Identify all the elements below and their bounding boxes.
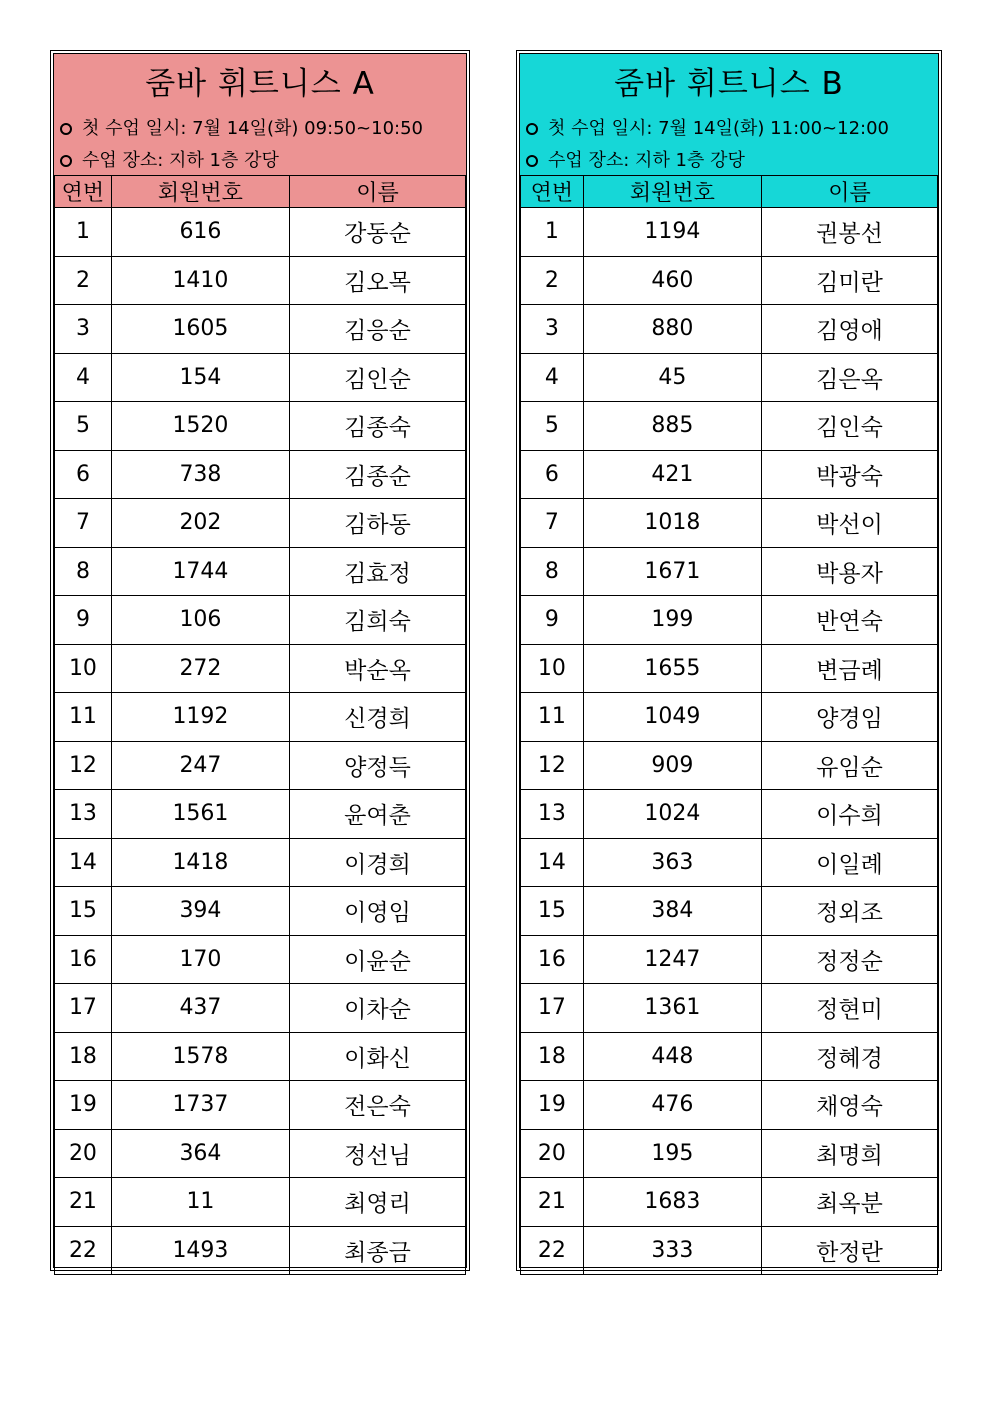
table-row <box>521 402 938 451</box>
seq-number-cell: 19 <box>521 1081 584 1130</box>
member-name-cell: 정외조 <box>761 887 937 936</box>
panel-title-b: 줌바 휘트니스 B <box>614 66 844 102</box>
member-table-b <box>520 175 938 1275</box>
header-name: 이름 <box>761 176 937 208</box>
member-name-cell: 김희숙 <box>290 596 466 645</box>
class-panel-a <box>50 50 470 1271</box>
member-number-cell: 1247 <box>583 935 761 984</box>
member-table-a <box>54 175 466 1275</box>
circle-bullet-icon <box>60 123 72 135</box>
member-number-cell: 1493 <box>111 1226 289 1275</box>
seq-number-cell: 13 <box>521 790 584 839</box>
table-row <box>521 984 938 1033</box>
table-row <box>55 402 466 451</box>
table-row <box>521 353 938 402</box>
seq-number-cell: 1 <box>521 208 584 257</box>
member-name-cell: 박용자 <box>761 547 937 596</box>
circle-bullet-icon <box>526 155 538 167</box>
member-number-cell: 1520 <box>111 402 289 451</box>
member-name-cell: 정정순 <box>761 935 937 984</box>
seq-number-cell: 6 <box>55 450 112 499</box>
member-number-cell: 170 <box>111 935 289 984</box>
seq-number-cell: 11 <box>55 693 112 742</box>
member-number-cell: 1361 <box>583 984 761 1033</box>
seq-number-cell: 8 <box>521 547 584 596</box>
member-number-cell: 885 <box>583 402 761 451</box>
seq-number-cell: 13 <box>55 790 112 839</box>
seq-number-cell: 22 <box>55 1226 112 1275</box>
member-name-cell: 김은옥 <box>761 353 937 402</box>
seq-number-cell: 10 <box>521 644 584 693</box>
seq-number-cell: 1 <box>55 208 112 257</box>
seq-number-cell: 2 <box>55 256 112 305</box>
member-name-cell: 이차순 <box>290 984 466 1033</box>
class-time-info-b: 첫 수업 일시: 7월 14일(화) 11:00~12:00 <box>526 114 889 140</box>
class-location-info-a: 수업 장소: 지하 1층 강당 <box>60 146 279 172</box>
table-row <box>55 741 466 790</box>
table-row <box>55 450 466 499</box>
header-seq-number: 연번 <box>55 176 112 208</box>
member-number-cell: 1737 <box>111 1081 289 1130</box>
member-name-cell: 박순옥 <box>290 644 466 693</box>
seq-number-cell: 17 <box>55 984 112 1033</box>
table-header-row <box>521 176 938 208</box>
member-number-cell: 11 <box>111 1178 289 1227</box>
table-row <box>55 1178 466 1227</box>
table-row <box>55 208 466 257</box>
seq-number-cell: 5 <box>55 402 112 451</box>
member-name-cell: 김인순 <box>290 353 466 402</box>
seq-number-cell: 21 <box>55 1178 112 1227</box>
table-row <box>521 450 938 499</box>
member-number-cell: 1024 <box>583 790 761 839</box>
member-name-cell: 이윤순 <box>290 935 466 984</box>
member-name-cell: 신경희 <box>290 693 466 742</box>
member-number-cell: 437 <box>111 984 289 1033</box>
seq-number-cell: 4 <box>55 353 112 402</box>
table-row <box>55 1081 466 1130</box>
panel-title-a: 줌바 휘트니스 A <box>145 66 375 102</box>
member-name-cell: 김응순 <box>290 305 466 354</box>
seq-number-cell: 16 <box>521 935 584 984</box>
member-number-cell: 1578 <box>111 1032 289 1081</box>
member-name-cell: 이영임 <box>290 887 466 936</box>
seq-number-cell: 17 <box>521 984 584 1033</box>
member-number-cell: 106 <box>111 596 289 645</box>
table-row <box>55 1032 466 1081</box>
member-name-cell: 이경희 <box>290 838 466 887</box>
seq-number-cell: 6 <box>521 450 584 499</box>
member-name-cell: 김하동 <box>290 499 466 548</box>
member-name-cell: 정현미 <box>761 984 937 1033</box>
member-number-cell: 364 <box>111 1129 289 1178</box>
member-name-cell: 이화신 <box>290 1032 466 1081</box>
table-row <box>521 305 938 354</box>
member-number-cell: 1683 <box>583 1178 761 1227</box>
header-member-number: 회원번호 <box>583 176 761 208</box>
circle-bullet-icon <box>60 155 72 167</box>
member-name-cell: 양경임 <box>761 693 937 742</box>
table-row <box>55 547 466 596</box>
table-header-row <box>55 176 466 208</box>
seq-number-cell: 3 <box>521 305 584 354</box>
member-name-cell: 반연숙 <box>761 596 937 645</box>
member-name-cell: 전은숙 <box>290 1081 466 1130</box>
seq-number-cell: 16 <box>55 935 112 984</box>
member-name-cell: 김오목 <box>290 256 466 305</box>
table-row <box>521 644 938 693</box>
table-row <box>55 693 466 742</box>
table-row <box>521 499 938 548</box>
table-row <box>55 1129 466 1178</box>
member-name-cell: 권봉선 <box>761 208 937 257</box>
member-name-cell: 김미란 <box>761 256 937 305</box>
seq-number-cell: 7 <box>55 499 112 548</box>
member-name-cell: 채영숙 <box>761 1081 937 1130</box>
panel-header-a <box>54 54 466 175</box>
member-number-cell: 1194 <box>583 208 761 257</box>
table-row <box>521 1226 938 1275</box>
seq-number-cell: 2 <box>521 256 584 305</box>
table-row <box>521 596 938 645</box>
seq-number-cell: 18 <box>521 1032 584 1081</box>
member-name-cell: 변금례 <box>761 644 937 693</box>
member-number-cell: 738 <box>111 450 289 499</box>
member-name-cell: 박선이 <box>761 499 937 548</box>
class-location-info-b: 수업 장소: 지하 1층 강당 <box>526 146 745 172</box>
member-number-cell: 333 <box>583 1226 761 1275</box>
member-number-cell: 272 <box>111 644 289 693</box>
table-row <box>55 790 466 839</box>
table-row <box>521 1032 938 1081</box>
table-row <box>521 887 938 936</box>
table-row <box>55 644 466 693</box>
member-name-cell: 김인숙 <box>761 402 937 451</box>
member-number-cell: 1410 <box>111 256 289 305</box>
seq-number-cell: 11 <box>521 693 584 742</box>
seq-number-cell: 12 <box>55 741 112 790</box>
seq-number-cell: 14 <box>521 838 584 887</box>
table-row <box>521 1178 938 1227</box>
member-number-cell: 1671 <box>583 547 761 596</box>
member-number-cell: 199 <box>583 596 761 645</box>
table-row <box>55 984 466 1033</box>
member-number-cell: 394 <box>111 887 289 936</box>
seq-number-cell: 20 <box>521 1129 584 1178</box>
seq-number-cell: 10 <box>55 644 112 693</box>
member-number-cell: 1192 <box>111 693 289 742</box>
table-row <box>55 838 466 887</box>
member-name-cell: 유임순 <box>761 741 937 790</box>
seq-number-cell: 7 <box>521 499 584 548</box>
seq-number-cell: 22 <box>521 1226 584 1275</box>
member-rows-a <box>55 208 466 1275</box>
member-number-cell: 363 <box>583 838 761 887</box>
member-number-cell: 1049 <box>583 693 761 742</box>
table-row <box>521 935 938 984</box>
table-row <box>55 935 466 984</box>
member-name-cell: 이일례 <box>761 838 937 887</box>
table-row <box>55 596 466 645</box>
member-name-cell: 윤여춘 <box>290 790 466 839</box>
seq-number-cell: 20 <box>55 1129 112 1178</box>
member-name-cell: 최명희 <box>761 1129 937 1178</box>
class-panel-b <box>516 50 942 1271</box>
table-row <box>55 499 466 548</box>
table-row <box>521 208 938 257</box>
seq-number-cell: 8 <box>55 547 112 596</box>
member-number-cell: 476 <box>583 1081 761 1130</box>
member-number-cell: 880 <box>583 305 761 354</box>
member-number-cell: 384 <box>583 887 761 936</box>
table-row <box>521 1081 938 1130</box>
member-number-cell: 1018 <box>583 499 761 548</box>
member-name-cell: 최영리 <box>290 1178 466 1227</box>
seq-number-cell: 18 <box>55 1032 112 1081</box>
table-row <box>55 256 466 305</box>
member-name-cell: 김효정 <box>290 547 466 596</box>
member-number-cell: 616 <box>111 208 289 257</box>
header-seq-number: 연번 <box>521 176 584 208</box>
member-number-cell: 45 <box>583 353 761 402</box>
member-number-cell: 1418 <box>111 838 289 887</box>
member-number-cell: 247 <box>111 741 289 790</box>
seq-number-cell: 14 <box>55 838 112 887</box>
table-row <box>521 547 938 596</box>
member-name-cell: 최종금 <box>290 1226 466 1275</box>
class-time-info-a: 첫 수업 일시: 7월 14일(화) 09:50~10:50 <box>60 114 423 140</box>
member-number-cell: 448 <box>583 1032 761 1081</box>
member-name-cell: 최옥분 <box>761 1178 937 1227</box>
table-row <box>55 305 466 354</box>
member-number-cell: 460 <box>583 256 761 305</box>
table-row <box>521 838 938 887</box>
seq-number-cell: 15 <box>521 887 584 936</box>
member-name-cell: 이수희 <box>761 790 937 839</box>
seq-number-cell: 3 <box>55 305 112 354</box>
member-name-cell: 양정득 <box>290 741 466 790</box>
table-row <box>55 887 466 936</box>
table-row <box>55 1226 466 1275</box>
member-number-cell: 909 <box>583 741 761 790</box>
member-number-cell: 1744 <box>111 547 289 596</box>
member-number-cell: 202 <box>111 499 289 548</box>
member-number-cell: 1655 <box>583 644 761 693</box>
table-row <box>521 790 938 839</box>
seq-number-cell: 9 <box>521 596 584 645</box>
member-number-cell: 154 <box>111 353 289 402</box>
member-name-cell: 박광숙 <box>761 450 937 499</box>
seq-number-cell: 19 <box>55 1081 112 1130</box>
header-member-number: 회원번호 <box>111 176 289 208</box>
seq-number-cell: 15 <box>55 887 112 936</box>
member-rows-b <box>521 208 938 1275</box>
member-number-cell: 1561 <box>111 790 289 839</box>
member-name-cell: 김종순 <box>290 450 466 499</box>
table-row <box>521 693 938 742</box>
member-name-cell: 강동순 <box>290 208 466 257</box>
table-row <box>55 353 466 402</box>
seq-number-cell: 21 <box>521 1178 584 1227</box>
seq-number-cell: 5 <box>521 402 584 451</box>
table-row <box>521 1129 938 1178</box>
table-row <box>521 741 938 790</box>
table-row <box>521 256 938 305</box>
member-name-cell: 정선님 <box>290 1129 466 1178</box>
panel-header-b <box>520 54 938 175</box>
member-number-cell: 195 <box>583 1129 761 1178</box>
seq-number-cell: 12 <box>521 741 584 790</box>
member-name-cell: 정혜경 <box>761 1032 937 1081</box>
seq-number-cell: 4 <box>521 353 584 402</box>
member-number-cell: 421 <box>583 450 761 499</box>
member-name-cell: 김종숙 <box>290 402 466 451</box>
member-number-cell: 1605 <box>111 305 289 354</box>
seq-number-cell: 9 <box>55 596 112 645</box>
member-name-cell: 한정란 <box>761 1226 937 1275</box>
member-name-cell: 김영애 <box>761 305 937 354</box>
header-name: 이름 <box>290 176 466 208</box>
circle-bullet-icon <box>526 123 538 135</box>
